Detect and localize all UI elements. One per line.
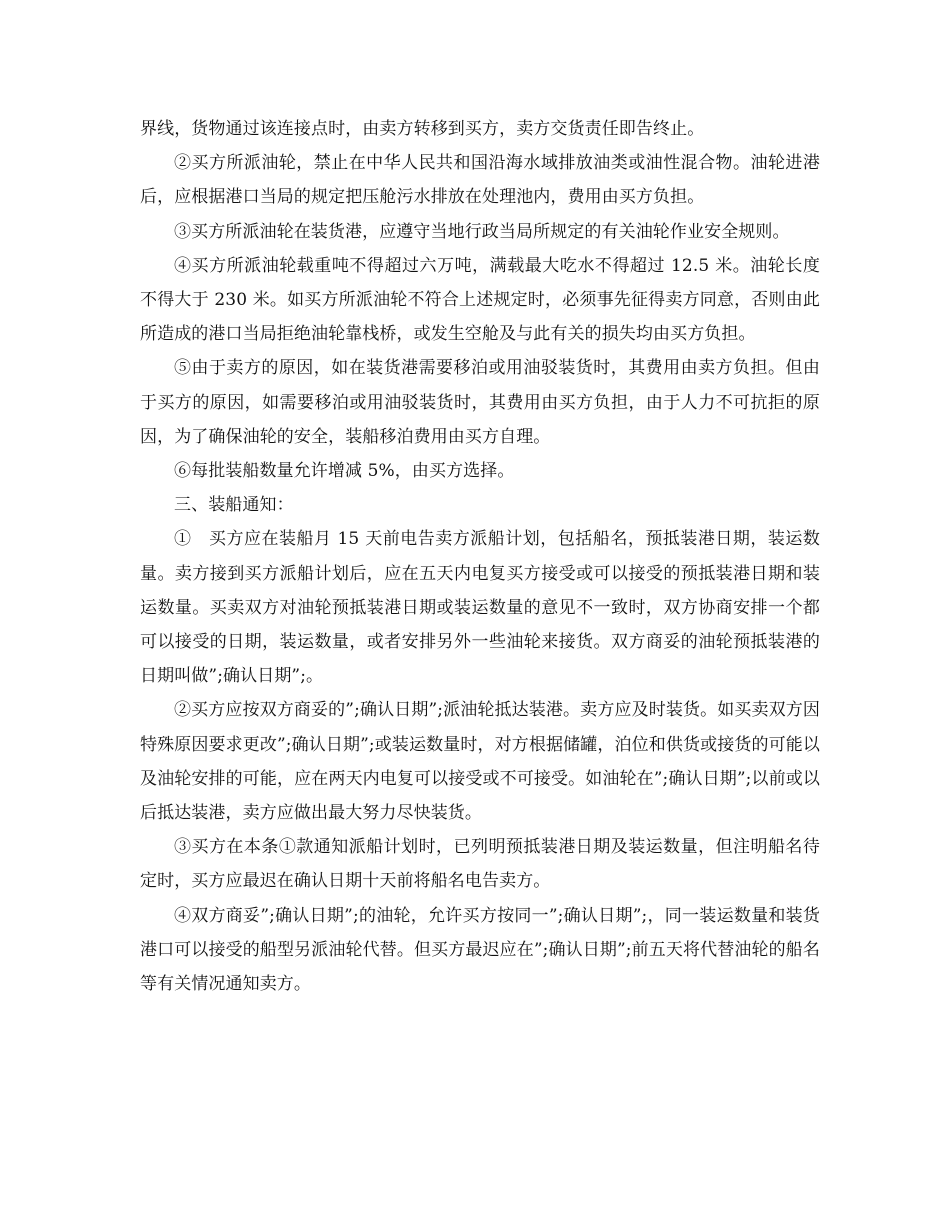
- document-body: [140, 112, 820, 1001]
- paragraph-clause-5: ⑤由于卖方的原因，如在装货港需要移泊或用油驳装货时，其费用由卖方负担。但由于买方的原因，如需要移泊或用油驳装货时，其费用由买方负担，由于人力不可抗拒的原因，为了确保油轮的安全，装船移泊费用由买方自理。: [140, 358, 820, 447]
- paragraph-clause-3: ③买方所派油轮在装货港，应遵守当地行政当局所规定的有关油轮作业安全规则。: [174, 221, 790, 242]
- paragraph-notice-2: ②买方应按双方商妥的”;确认日期”;派油轮抵达装港。卖方应及时装货。如买卖双方因特殊原因要求更改”;确认日期”;或装运数量时，对方根据储罐，泊位和供货或接货的可能以及油轮安排的可能，应在两天内电复可以接受或不可接受。如油轮在”;确认日期”;以前或以后抵达装港，卖方应做出最大努力尽快装货。: [140, 700, 820, 824]
- paragraph-clause-4: ④买方所派油轮载重吨不得超过六万吨，满载最大吃水不得超过 12.5 米。油轮长度不得大于 230 米。如买方所派油轮不符合上述规定时，必须事先征得卖方同意，否则由此所造成的港口当局拒绝油轮靠栈桥，或发生空舱及与此有关的损失均由买方负担。: [140, 255, 820, 345]
- paragraph-notice-3: ③买方在本条①款通知派船计划时，已列明预抵装港日期及装运数量，但注明船名待定时，买方应最迟在确认日期十天前将船名电告卖方。: [140, 837, 820, 892]
- section-heading-shipping-notice: 三、装船通知：: [174, 495, 294, 516]
- paragraph-notice-1: ① 买方应在装船月 15 天前电告卖方派船计划，包括船名，预抵装港日期，装运数量。卖方接到买方派船计划后，应在五天内电复买方接受或可以接受的预抵装港日期和装运数量。买卖双方对油轮预抵装港日期或装运数量的意见不一致时，双方协商安排一个都可以接受的日期，装运数量，或者安排另外一些油轮来接货。双方商妥的油轮预抵装港的日期叫做”;确认日期”;。: [140, 529, 820, 687]
- paragraph-clause-6: ⑥每批装船数量允许增减 5%，由买方选择。: [174, 461, 515, 482]
- paragraph-continuation: 界线，货物通过该连接点时，由卖方转移到买方，卖方交货责任即告终止。: [140, 119, 705, 139]
- paragraph-clause-2: ②买方所派油轮，禁止在中华人民共和国沿海水域排放油类或油性混合物。油轮进港后，应根据港口当局的规定把压舱污水排放在处理池内，费用由买方负担。: [140, 153, 820, 208]
- paragraph-notice-4: ④双方商妥”;确认日期”;的油轮，允许买方按同一”;确认日期”;，同一装运数量和装货港口可以接受的船型另派油轮代替。但买方最迟应在”;确认日期”;前五天将代替油轮的船名等有关情况通知卖方。: [140, 905, 820, 995]
